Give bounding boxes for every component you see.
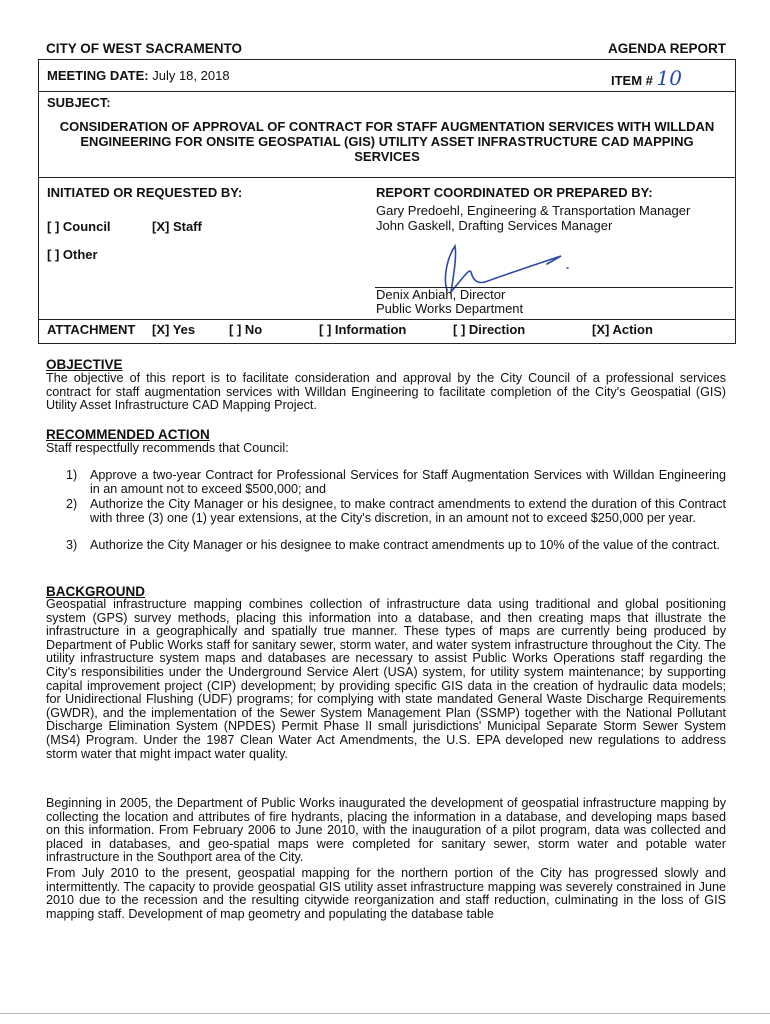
list-item <box>66 498 726 539</box>
director-name: Denix Anbiah, Director <box>376 287 506 302</box>
list-item <box>66 469 726 498</box>
background-paragraph-3: From July 2010 to the present, geospatial mapping for the northern portion of the City has progressed slowly and intermittently. The capacity to provide geospatial GIS utility asset infrastructure mapping was severely constrained in June 2010 due to the recession and the resulting citywide reorganization and staff reduction, culminating in the loss of GIS mapping staff. Development of map geometry and populating the database table <box>46 866 726 921</box>
list-item-number: 2) <box>66 497 78 511</box>
other-checkbox: [ ] Other <box>47 247 98 262</box>
council-checkbox: [ ] Council <box>47 219 111 234</box>
list-item <box>66 539 726 567</box>
list-item-number: 1) <box>66 468 78 482</box>
item-label: ITEM # <box>611 73 653 88</box>
city-name: CITY OF WEST SACRAMENTO <box>46 41 243 56</box>
attachment-row <box>39 322 735 344</box>
director-department: Public Works Department <box>376 301 524 316</box>
report-type: AGENDA REPORT <box>607 41 726 56</box>
subject-title: CONSIDERATION OF APPROVAL OF CONTRACT FOR STAFF AUGMENTATION SERVICES WITH WILLDAN ENGINEERING FOR ONSITE GEOSPATIAL (GIS) UTILITY ASSET INFRASTRUCTURE CAD MAPPING SERVICES <box>59 119 715 164</box>
recommended-title: RECOMMENDED ACTION <box>46 427 210 442</box>
background-paragraph-1: Geospatial infrastructure mapping combines collection of infrastructure data using traditional and global positioning system (GPS) survey methods, placing this information into a database, and then creating maps that illustrate the infrastructure in a geographically and spatially true manner. These types of maps are currently being produced by Department of Public Works staff for sanitary sewer, storm water, and water system infrastructure throughout the City. The utility infrastructure system maps and databases are necessary to assist Public Works Operations staff regarding the City's responsibilities under the Underground Service Alert (USA) system, for utility system maintenance; by supporting capital improvement project (CIP) development; by providing specific GIS data in the creation of hydraulic data models; for Unidirectional Flushing (UDF) programs; for complying with state mandated General Waste Discharge Requirements (GWDR), and the implementation of the Sewer System Management Plan (SSMP) together with the National Pollutant Discharge Elimination System (NPDES) Permit Phase II small jurisdictions' Municipal Separate Storm Sewer System (MS4) Program. Under the 1987 Clean Water Act Amendments, the U.S. EPA developed new regulations to address storm water that might impact water quality. <box>46 597 726 761</box>
objective-title: OBJECTIVE <box>46 357 123 372</box>
page-bottom-rule <box>0 1013 770 1014</box>
preparer-line-1: Gary Predoehl, Engineering & Transportation Manager <box>376 203 691 218</box>
subject-label: SUBJECT: <box>47 95 111 110</box>
meeting-row <box>39 60 735 92</box>
background-paragraph-2: Beginning in 2005, the Department of Public Works inaugurated the development of geospatial infrastructure mapping by collecting the location and attributes of fire hydrants, placing the information in a database, and developing maps based on this information. From February 2006 to June 2010, with the inauguration of a pilot program, data was collected and placed in databases, and geo-spatial maps were completed for sanitary sewer, storm water and potable water infrastructure in the Southport area of the City. <box>46 796 726 865</box>
action-checkbox: [X] Action <box>592 322 653 337</box>
subject-row <box>39 92 735 178</box>
meeting-date <box>47 68 230 83</box>
direction-checkbox: [ ] Direction <box>453 322 526 337</box>
agenda-header-table <box>38 59 736 344</box>
background-title: BACKGROUND <box>46 584 145 599</box>
meeting-date-label: MEETING DATE: <box>47 68 149 83</box>
list-item-text: Authorize the City Manager or his designee to make contract amendments up to 10% of the value of the contract. <box>90 538 721 552</box>
information-checkbox: [ ] Information <box>319 322 407 337</box>
list-item-text: Authorize the City Manager or his designee, to make contract amendments to extend the duration of this Contract with three (3) one (1) year extensions, at the City's discretion, in an amount not to exceed $250,000 per year. <box>90 497 726 525</box>
staff-checkbox: [X] Staff <box>152 219 202 234</box>
objective-text: The objective of this report is to facilitate consideration and approval by the City Council of a professional services contract for staff augmentation services with Willdan Engineering to facilitate completion of the City's Geospatial (GIS) Utility Asset Infrastructure CAD Mapping Project. <box>46 371 726 413</box>
attachment-yes: [X] Yes <box>152 322 196 337</box>
list-item-number: 3) <box>66 538 78 552</box>
attachment-no: [ ] No <box>229 322 263 337</box>
list-item-text: Approve a two-year Contract for Professional Services for Staff Augmentation Services with Willdan Engineering in an amount not to exceed $500,000; and <box>90 468 726 496</box>
initiated-prepared-row <box>39 178 735 320</box>
attachment-label: ATTACHMENT <box>47 322 136 337</box>
item-value: 10 <box>656 66 682 90</box>
initiated-label: INITIATED OR REQUESTED BY: <box>47 185 243 200</box>
preparer-line-2: John Gaskell, Drafting Services Manager <box>376 218 613 233</box>
meeting-date-value: July 18, 2018 <box>152 68 230 83</box>
prepared-label: REPORT COORDINATED OR PREPARED BY: <box>376 185 653 200</box>
recommended-list <box>66 469 726 567</box>
item-number <box>611 66 682 90</box>
recommended-intro: Staff respectfully recommends that Council: <box>46 441 289 455</box>
